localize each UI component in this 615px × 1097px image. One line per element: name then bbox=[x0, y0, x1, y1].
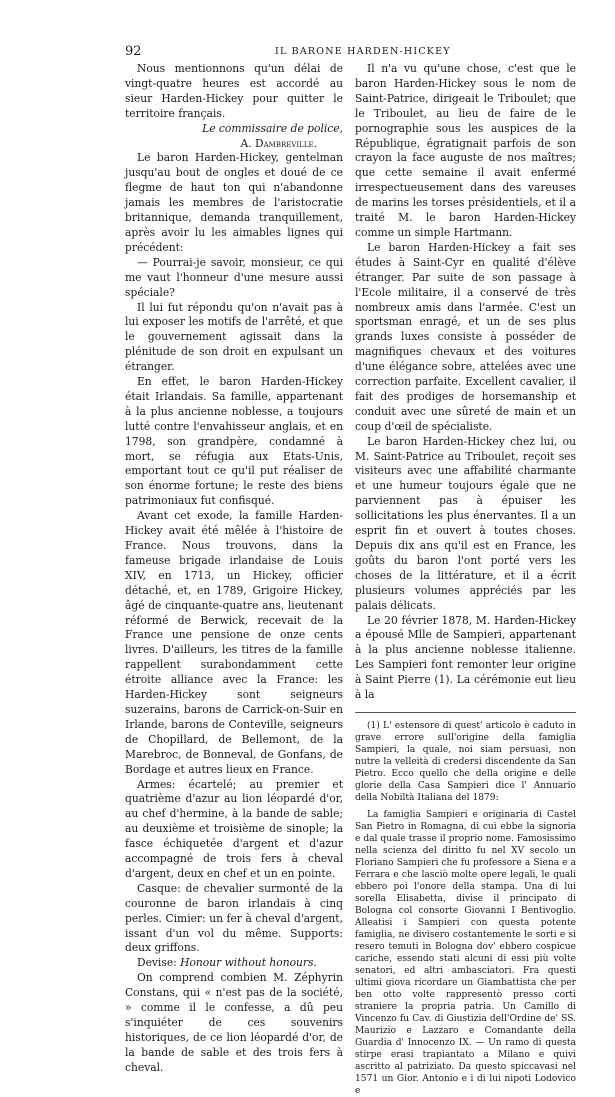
footnote: La famiglia Sampieri e originaria di Castel San Pietro in Romagna, di cui ebbe la signoria e dal quale trasse il proprio nome. Famosissimo nella scienza del diritto fu nel XV secolo un Floriano Sampieri che fu professore a Siena e a Ferrara e che lasciò molte opere legali, le quali ebbero poi l'onore della stampa. Una di lui sorella Elisabetta, divise il principato di Bologna col consorte Giovanni I Bentivoglio. Alleatisi i Sampieri con questa potente famiglia, ne divisero costantemente le sorti e si resero temuti in Bologna dov' ebbero cospicue cariche, essendo stati alcuni di essi più volte senatori, ed altri ambasciatori. Fra questi ultimi giova ricordare un Giambattista che per ben otto volte rappresentò presso corti straniere la propria patria. Un Camillo di Vincenzo fu Cav. di Giustizia dell'Ordine de' SS. Maurizio e Lazzaro e Comandante della Guardia d' Innocenzo IX. — Un ramo di questa stirpe erasi trapiantato a Milano e quivi ascritto al patriziato. Da questo spiccavasi nel 1571 un Gior. Antonio e i di lui nipoti Lodovico e bbox=[355, 809, 576, 1096]
crest-paragraph: Casque: de chevalier surmonté de la couronne de baron irlandais à cinq perles. Cimier: un fer à cheval d'argent, issant d'un vol du même. Supports: deux griffons. bbox=[125, 881, 343, 955]
paragraph: Il lui fut répondu qu'on n'avait pas à lui exposer les motifs de l'arrêté, et que le gouvernement agissait dans la plénitude de son droit en expulsant un étranger. bbox=[125, 300, 343, 374]
paragraph: Le baron Harden-Hickey a fait ses études à Saint-Cyr en qualité d'élève étranger. Par suite de son passage à l'Ecole militaire, il a conservé de très nombreux amis dans l'armée. C'est un sportsman enragé, et un de ses plus grands luxes consiste à posséder de magnifiques chevaux et des voitures d'une élégance sobre, attelées avec une correction parfaite. Excellent cavalier, il fait des prodiges de horsemanship et conduit avec une sûreté de main et un coup d'œil de spécialiste. bbox=[355, 240, 576, 433]
paragraph: On comprend combien M. Zéphyrin Constans, qui « n'est pas de la société, » comme il le confesse, a dû peu s'inquiéter de ces souvenirs historiques, de ce lion léopardé d'or, de la bande de sable et des trois fers à cheval. bbox=[125, 971, 343, 1074]
motto-label: Devise: bbox=[137, 956, 181, 970]
page-number: 92 bbox=[125, 44, 142, 59]
footnote-divider bbox=[355, 712, 576, 713]
paragraph: — Pourrai-je savoir, monsieur, ce qui me vaut l'honneur d'une mesure aussi spéciale? bbox=[125, 255, 343, 299]
footnotes bbox=[355, 720, 576, 1097]
paragraph: Le baron Harden-Hickey chez lui, ou M. Saint-Patrice au Triboulet, reçoit ses visiteurs avec une affabilité charmante et une humeur toujours égale que ne parviennent pas à épuiser les sollicitations les plus énervantes. Il a un esprit fin et ouvert à toutes choses. Depuis dix ans qu'il est en France, les goûts du baron l'ont porté vers les choses de la littérature, et il a écrit plusieurs volumes appréciés par les palais délicats. bbox=[355, 434, 576, 612]
paragraph: Le 20 février 1878, M. Harden-Hickey a épousé Mlle de Sampieri, appartenant à la plus ancienne noblesse italienne. Les Sampieri font remonter leur origine à Saint Pierre (1). La cérémonie eut lieu à la bbox=[355, 613, 576, 702]
paragraph: Avant cet exode, la famille Harden-Hickey avait été mêlée à l'histoire de France. Nous trouvons, dans la fameuse brigade irlandaise de Louis XIV, en 1713, un Hickey, officier détaché, et, en 1789, Grigoire Hickey, âgé de cinquante-quatre ans, lieutenant réformé de Berwick, recevait de la France une pensione de onze cents livres. D'ailleurs, les titres de la famille rappellent surabondamment cette étroite alliance avec la France: les Harden-Hickey sont seigneurs suzerains, barons de Carrick-on-Suir en Irlande, barons de Conteville, seigneurs de Chopillard, de Bellemont, de la Marebroc, de Bonneval, de Gonfans, de Bordage et autres lieux en France. bbox=[125, 509, 343, 776]
motto-text: Honour without honours. bbox=[180, 956, 317, 970]
decree-text: Nous mentionnons qu'un délai de vingt-quatre heures est accordé au sieur Harden-Hickey pour quitter le territoire français. bbox=[125, 62, 343, 120]
closing-role bbox=[125, 122, 343, 137]
paragraph: En effet, le baron Harden-Hickey était Irlandais. Sa famille, appartenant à la plus ancienne noblesse, a toujours lutté contre l'envahisseur anglais, et en 1798, son grandpère, condamné à mort, se réfugia aux Etats-Unis, emportant tout ce qu'il put réaliser de son énorme fortune; le reste des biens patrimoniaux fut confisqué. bbox=[125, 375, 343, 508]
running-title: IL BARONE HARDEN-HICKEY bbox=[275, 46, 451, 57]
left-column bbox=[125, 62, 343, 1076]
arms-paragraph: Armes: écartelé; au premier et quatrième d'azur au lion léopardé d'or, au chef d'hermine, à la bande de sable; au deuxième et troisième de sinople; la fasce échiquetée d'argent et d'azur accompagné de trois fers à cheval d'argent, deux en chef et un en pointe. bbox=[125, 777, 343, 880]
paragraph: Il n'a vu qu'une chose, c'est que le baron Harden-Hickey sous le nom de Saint-Patrice, dirigeait le Triboulet; que le Triboulet, au lieu de faire de le pornographie sous les auspices de la République, égratignait parfois de son crayon la face auguste de nos maîtres; que cette semaine il avait enfermé irrespectueusement dans des vareuses de marins les torses présidentiels, et il a traité M. le baron Harden-Hickey comme un simple Hartmann. bbox=[355, 62, 576, 239]
motto-paragraph bbox=[125, 956, 343, 971]
footnote: (1) L' estensore di quest' articolo è caduto in grave errore sull'origine della famiglia Sampieri, la quale, noi siam persuasi, non nutre la velleità di credersi discendente da San Pietro. Ecco quello che della origine e delle glorie della Casa Sampieri dice l' Annuario della Nobiltà Italiana del 1879: bbox=[355, 720, 576, 803]
closing-signature: A. Dambreville. bbox=[240, 136, 317, 150]
page-header bbox=[125, 44, 575, 60]
closing-role-text: Le commissaire de police, bbox=[202, 121, 343, 135]
right-column bbox=[355, 62, 576, 1097]
paragraph: Le baron Harden-Hickey, gentelman jusqu'au bout de ongles et doué de ce flegme de haut ton qui n'abandonne jamais les membres de l'aristocratie britannique, demanda tranquillement, après avoir lu les aimables lignes qui précédent: bbox=[125, 151, 343, 254]
